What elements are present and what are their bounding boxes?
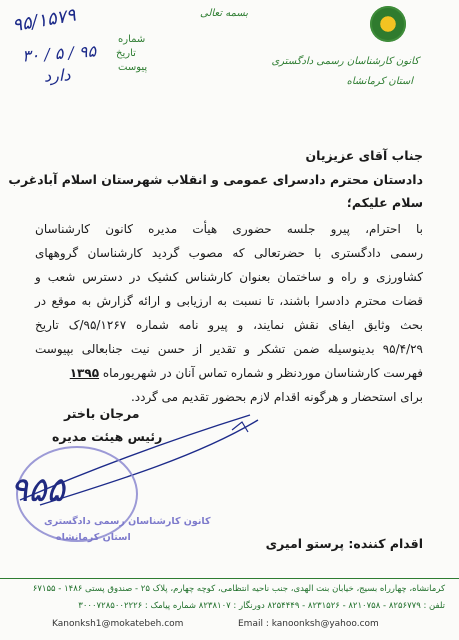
footer-address: کرمانشاه، چهارراه بسیج، خیابان بنت الهدی، جنب ناحیه انتظامی، کوچه چهارم، پلاک ۲۵ - صندوق پستی ۱۴۸۶ - ۶۷۱۵۵: [32, 584, 445, 594]
letter-attachment-label: پیوست: [118, 62, 148, 73]
greeting: سلام علیکم؛: [346, 195, 423, 210]
handwritten-letter-date: ۹۵ / ۵ / ۳۰: [21, 41, 97, 66]
body-line: برای استحضار و هرگونه اقدام لازم بحضور تقدیم می گردد.: [130, 390, 423, 404]
letter-number-label: شماره: [118, 34, 146, 45]
body-line: بحث وثایق ایفای نقش نمایند، و پیرو نامه شماره ۹۵/۱۲۶۷/ک تاریخ: [35, 318, 423, 332]
stamp-text-line1: کانون کارشناسان رسمی دادگستری: [44, 516, 211, 527]
stamp-text-line2: استان کرمانشاه: [56, 532, 131, 543]
footer-email-primary[interactable]: Kanonksh1@mokatebeh.com: [52, 619, 184, 629]
handwritten-attachment: دارد: [43, 65, 71, 86]
footer-phones: تلفن : ۸۲۵۶۷۷۹ - ۸۲۱۰۷۵۸ - ۸۲۳۱۵۲۶ - ۸۲۵۴۴۴۹ دورنگار : ۸۲۳۸۱۰۷ شماره پیامک : ۳۰۰۰۷۲۸۵۰۰۲۲۲۶: [78, 601, 445, 611]
body-line: کشاورزی و راه و ساختمان بعنوان کارشناس کشیک در دسترس شعب و: [35, 270, 423, 284]
body-line: رسمی دادگستری با حضرتعالی که مصوب گردید کارشناسان گروههای: [35, 246, 423, 260]
action-officer: اقدام کننده: پرستو امیری: [265, 536, 423, 551]
organization-name: کانون کارشناسان رسمی دادگستری: [271, 56, 419, 67]
footer-divider: [0, 578, 459, 579]
body-line: با احترام، پیرو جلسه حضوری هیأت مدیره کانون کارشناسان: [35, 222, 423, 236]
letter-date-label: تاریخ: [116, 48, 136, 59]
signatory-name: مرجان باختر: [64, 406, 140, 421]
handwritten-letter-number: ۹۵/۱۵۷۹: [10, 4, 78, 37]
addressee-title: دادستان محترم دادسرای عمومی و انقلاب شهرستان اسلام آبادغرب: [8, 172, 423, 187]
handwritten-signature: ۹۵۵: [10, 470, 65, 510]
addressee-name: جناب آقای عزیزیان: [305, 148, 423, 163]
body-year: ۱۳۹۵: [69, 366, 100, 380]
body-line: ۹۵/۴/۲۹ بدینوسیله ضمن تشکر و تقدیر از حسن نیت جنابعالی بپیوست: [35, 342, 423, 356]
organization-province: استان کرمانشاه: [346, 76, 413, 87]
body-line-text: فهرست کارشناسان موردنظر و شماره تماس آنان در شهریورماه: [102, 366, 423, 380]
signatory-title: رئیس هیئت مدیره: [52, 429, 163, 444]
body-line: قضات محترم دادسرا باشند، تا نسبت به ارزیابی و ارائه گزارش به موقع در: [35, 294, 423, 308]
footer-email-secondary[interactable]: Email : kanoonksh@yahoo.com: [238, 619, 379, 629]
bismillah-heading: بسمه تعالی: [200, 8, 249, 19]
